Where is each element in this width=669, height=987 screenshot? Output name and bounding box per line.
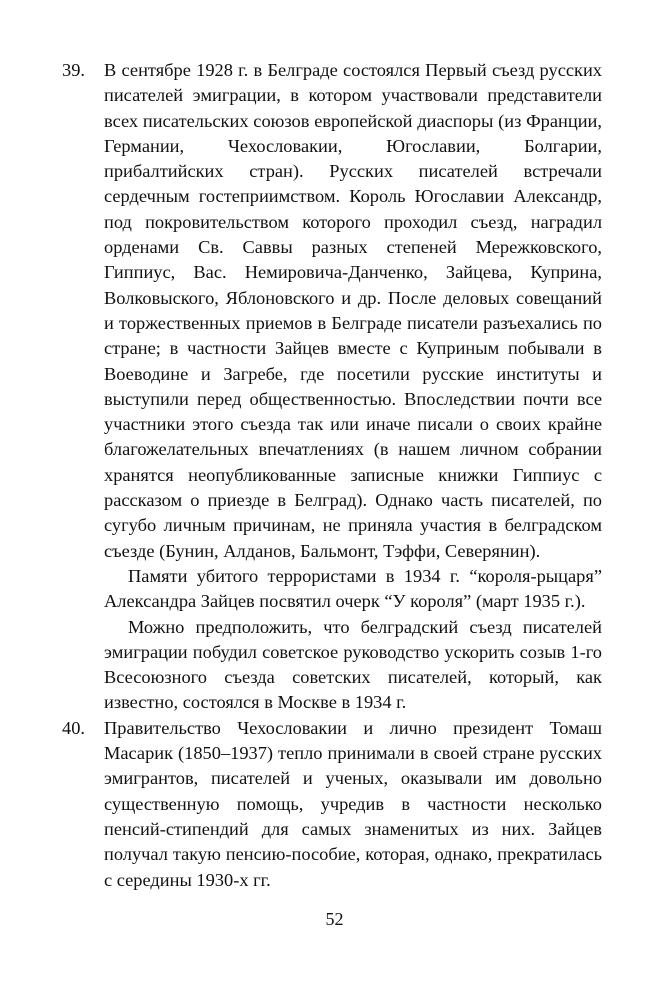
note-body xyxy=(104,58,602,716)
note-39 xyxy=(62,58,602,716)
note-paragraph: Правительство Чехословакии и лично президент Томаш Масарик (1850–1937) тепло принимали в своей стране русских эмигрантов, писателей и ученых, оказывали им довольно существенную помощь, учредив в частности несколько пенсий-стипендий для самых знаменитых из них. Зайцев получал такую пенсию-пособие, которая, однако, прекратилась с середины 1930-х гг. xyxy=(104,717,602,890)
note-paragraph: В сентябре 1928 г. в Белграде состоялся Первый съезд русских писателей эмиграции, в котором участвовали представители всех писательских союзов европейской диаспоры (из Франции, Германии, Чехословакии, Югославии, Болгарии, прибалтийских стран). Русских писателей встречали сердечным гостеприимством. Король Югославии Александр, под покровительством которого проходил съезд, наградил орденами Св. Саввы разных степеней Мережковского, Гиппиус, Вас. Немировича-Данченко, Зайцева, Куприна, Волковыского, Яблоновского и др. После деловых совещаний и торжественных приемов в Белграде писатели разъехались по стране; в частности Зайцев вместе с Куприным побывали в Воеводине и Загребе, где посетили русские институты и выступили перед общественностью. Впоследствии почти все участники этого съезда так или иначе писали о своих крайне благожелательных впечатлениях (в нашем личном собрании хранятся неопубликованные записные книжки Гиппиус с рассказом о приезде в Белград). Однако часть писателей, по сугубо личным причинам, не приняла участия в белградском съезде (Бунин, Алданов, Бальмонт, Тэффи, Северянин). xyxy=(104,60,602,561)
note-number: 40. xyxy=(62,717,85,738)
page-number: 52 xyxy=(325,909,344,929)
note-40 xyxy=(62,716,602,893)
notes-text xyxy=(62,58,602,893)
note-paragraph: Можно предположить, что белградский съезд писателей эмиграции побудил советское руководство ускорить созыв 1-го Всесоюзного съезда советских писателей, который, как известно, состоялся в Москве в 1934 г. xyxy=(104,616,602,713)
note-body xyxy=(104,716,602,893)
note-number: 39. xyxy=(62,60,85,80)
note-paragraph: Памяти убитого террористами в 1934 г. “короля-рыцаря” Александра Зайцев посвятил очерк “У короля” (март 1935 г.). xyxy=(104,565,602,612)
